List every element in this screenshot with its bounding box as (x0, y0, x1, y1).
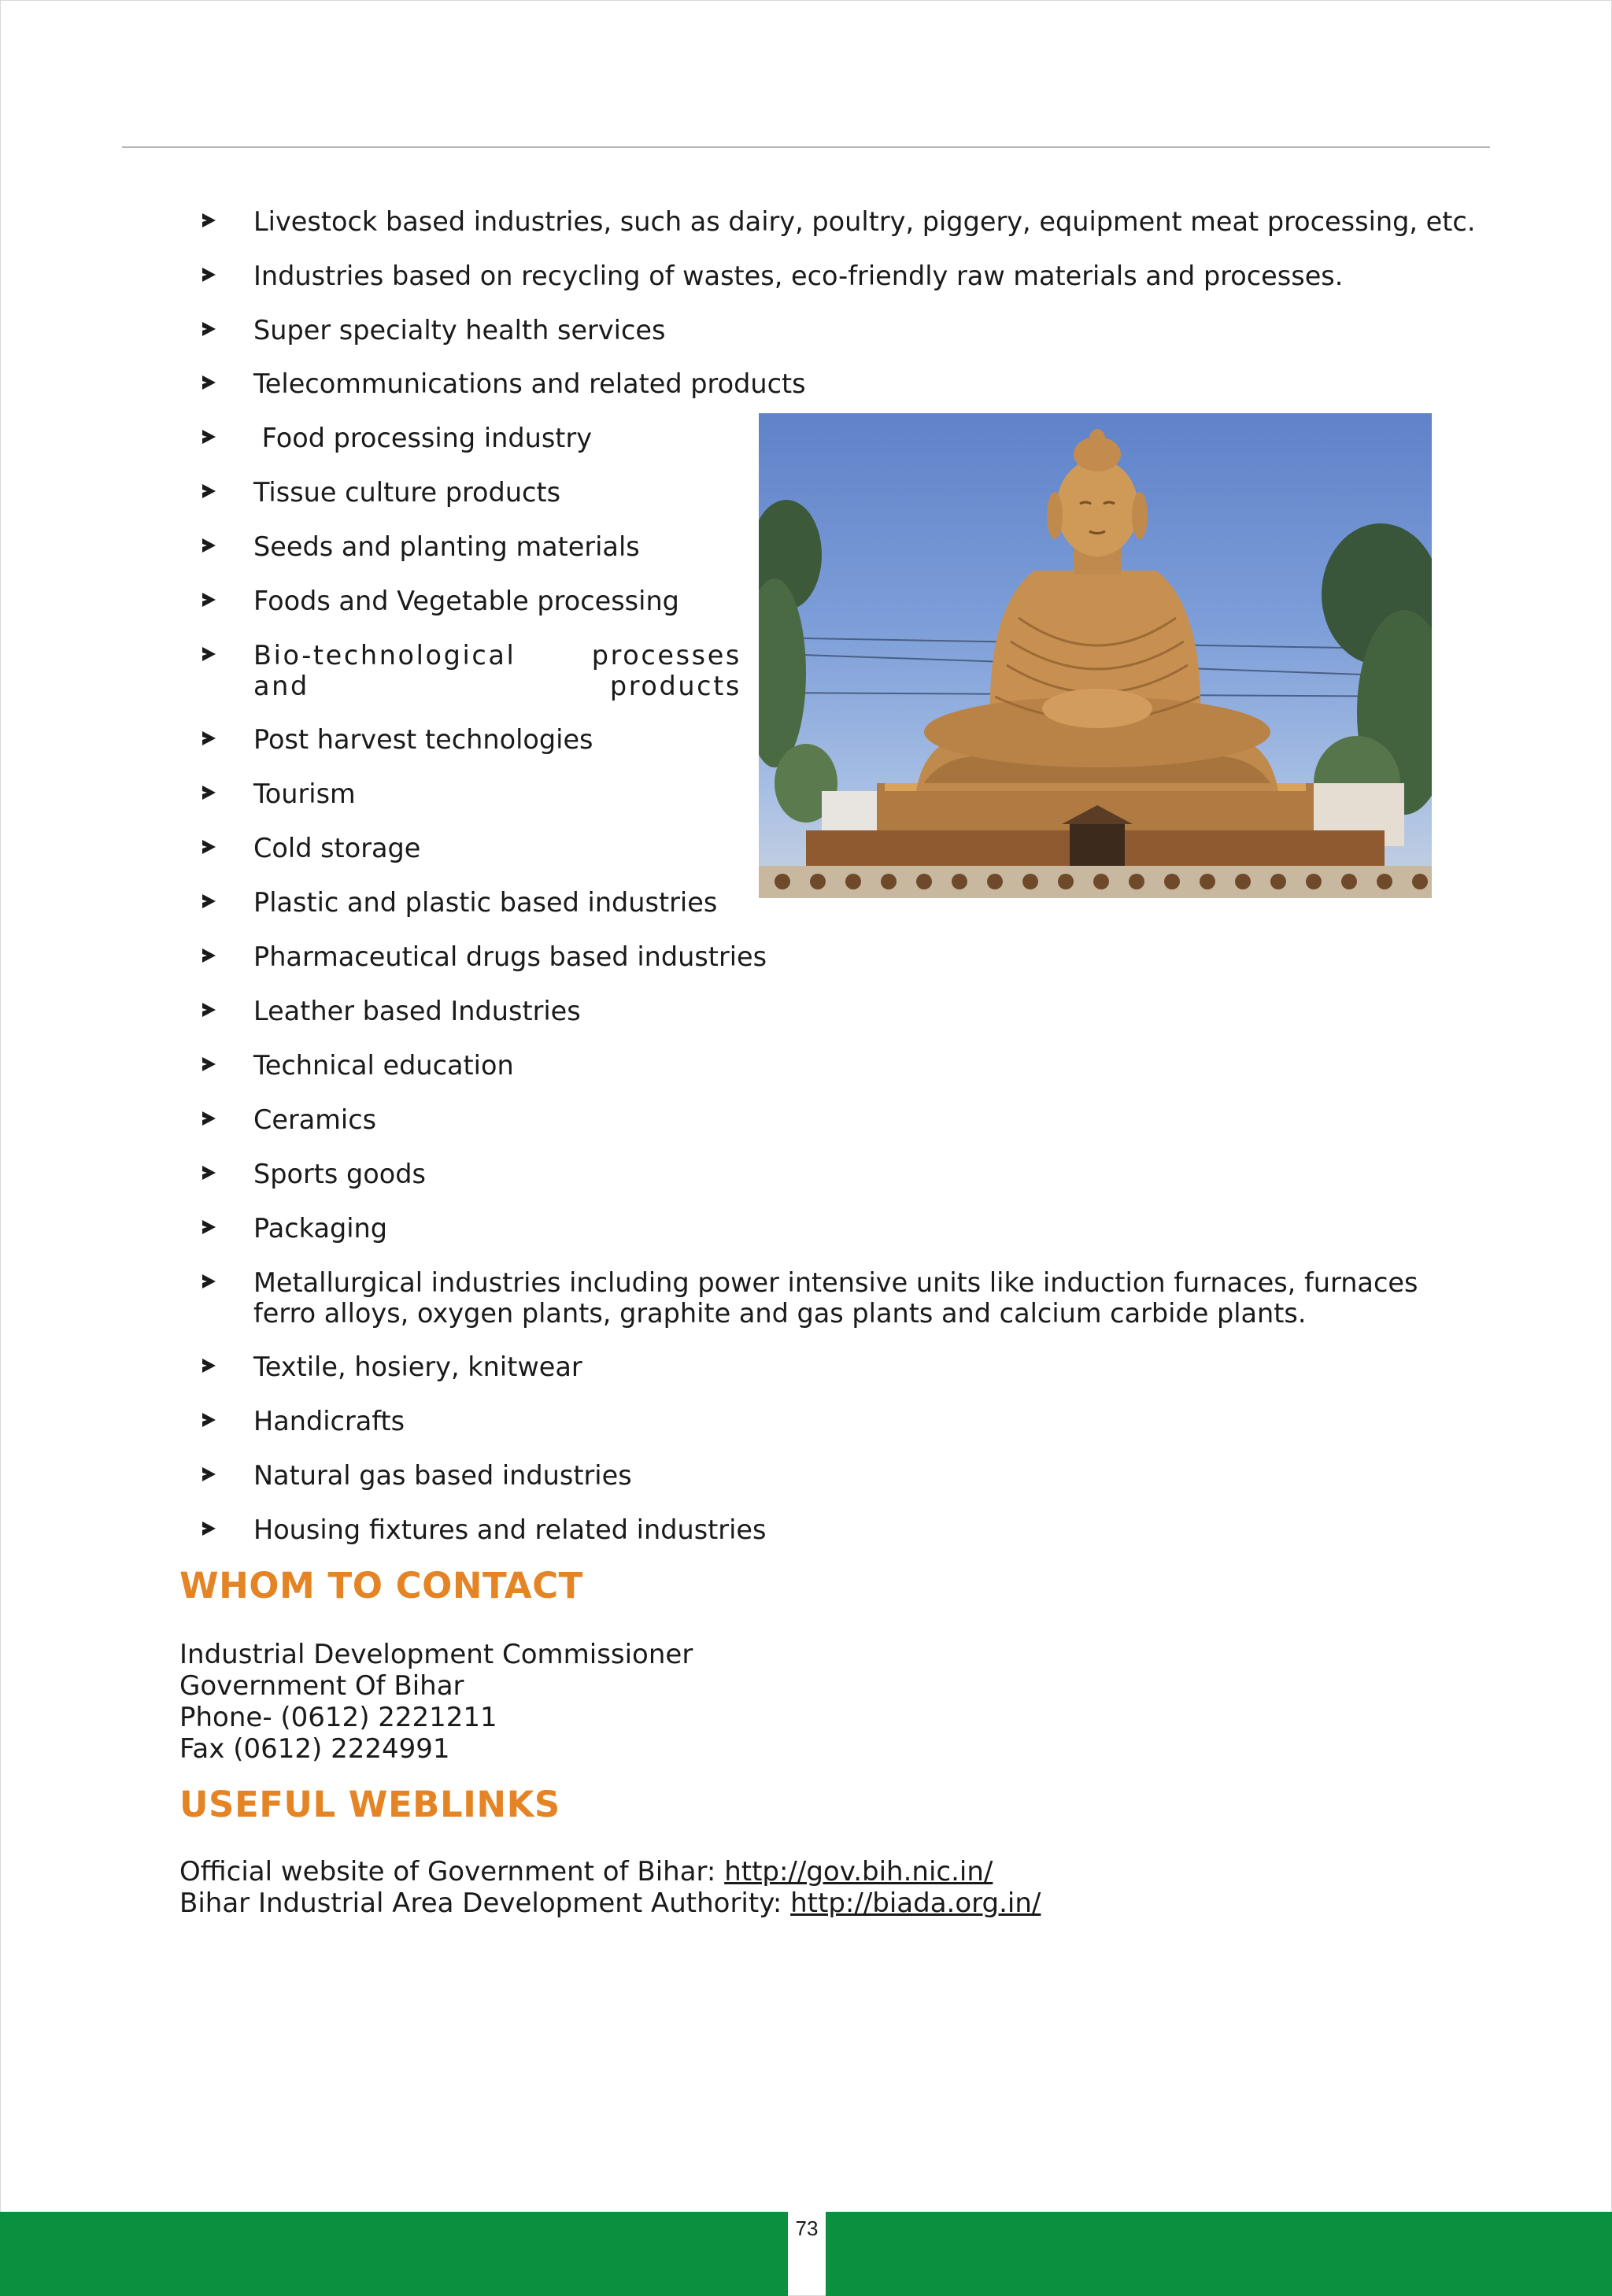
list-item-text: Pharmaceutical drugs based industries (253, 941, 767, 972)
arrow-bullet-icon (202, 1521, 216, 1536)
list-item-text: Housing fixtures and related industries (253, 1514, 767, 1545)
list-item-text: Textile, hosiery, knitwear (253, 1351, 582, 1382)
arrow-bullet-icon (202, 647, 216, 661)
list-item-text: Tourism (253, 778, 356, 809)
arrow-bullet-icon (202, 375, 216, 390)
list-item-text: Livestock based industries, such as dairy, poultry, piggery, equipment meat processing, etc. (253, 206, 1476, 237)
list-item-text: Telecommunications and related products (253, 368, 806, 399)
arrow-bullet-icon (202, 268, 216, 282)
list-item-text: Seeds and planting materials (253, 531, 640, 562)
weblink-label: Bihar Industrial Area Development Authority: (179, 1887, 791, 1919)
arrow-bullet-icon (202, 786, 216, 800)
weblink-item (179, 1887, 1041, 1919)
contact-line: Fax (0612) 2224991 (179, 1733, 450, 1765)
list-item-text: Bio-technological processes and products (253, 640, 741, 701)
arrow-bullet-icon (202, 430, 216, 444)
list-item-text: Super specialty health services (253, 315, 666, 346)
weblinks-list (179, 1856, 1041, 1919)
arrow-bullet-icon (202, 840, 216, 854)
page-number: 73 (795, 2217, 819, 2240)
arrow-bullet-icon (202, 731, 216, 745)
weblink-label: Official website of Government of Bihar: (179, 1856, 725, 1887)
contact-details (179, 1639, 693, 1765)
list-item-text: Plastic and plastic based industries (253, 887, 718, 918)
list-item-text: Metallurgical industries including power intensive units like induction furnaces, furnaces ferro alloys, oxygen plants, graphite and gas plants and calcium carbide plants. (253, 1267, 1418, 1329)
list-item-text: Post harvest technologies (253, 724, 593, 755)
list-item-text: Natural gas based industries (253, 1460, 632, 1491)
list-item-text: Foods and Vegetable processing (253, 586, 679, 616)
biada-link[interactable]: http://biada.org.in/ (790, 1887, 1041, 1919)
arrow-bullet-icon (202, 213, 216, 227)
footer-bar (0, 2212, 788, 2296)
list-item-text: Tissue culture products (253, 477, 561, 508)
arrow-bullet-icon (202, 1003, 216, 1017)
list-item-text: Sports goods (253, 1159, 427, 1189)
list-item-text: Leather based Industries (253, 996, 581, 1026)
header-rule (122, 146, 1490, 148)
arrow-bullet-icon (202, 1467, 216, 1481)
arrow-bullet-icon (202, 948, 216, 963)
arrow-bullet-icon (202, 1220, 216, 1234)
list-item-text: Ceramics (253, 1104, 377, 1135)
arrow-bullet-icon (202, 1166, 216, 1180)
arrow-bullet-icon (202, 593, 216, 607)
arrow-bullet-icon (202, 484, 216, 498)
contact-line: Industrial Development Commissioner (179, 1639, 693, 1670)
arrow-bullet-icon (202, 322, 216, 336)
arrow-bullet-icon (202, 1057, 216, 1071)
arrow-bullet-icon (202, 894, 216, 908)
arrow-bullet-icon (202, 1274, 216, 1288)
arrow-bullet-icon (202, 1111, 216, 1126)
list-item-text: Technical education (253, 1050, 514, 1081)
arrow-bullet-icon (202, 1413, 216, 1427)
arrow-bullet-icon (202, 1359, 216, 1373)
weblinks-heading: USEFUL WEBLINKS (179, 1784, 560, 1825)
contact-line: Phone- (0612) 2221211 (179, 1702, 497, 1733)
list-item-text: Packaging (253, 1213, 388, 1244)
gov-bihar-link[interactable]: http://gov.bih.nic.in/ (724, 1856, 993, 1887)
list-item-text: Handicrafts (253, 1406, 405, 1436)
list-item-text: Cold storage (253, 833, 421, 863)
arrow-bullet-icon (202, 538, 216, 553)
contact-heading: WHOM TO CONTACT (179, 1565, 583, 1606)
list-item-text: Food processing industry (253, 423, 593, 453)
weblink-item (179, 1856, 1041, 1887)
footer-bar (826, 2212, 1612, 2296)
list-item-text: Industries based on recycling of wastes, eco-friendly raw materials and processes. (253, 261, 1344, 291)
buddha-statue-photo (759, 413, 1432, 898)
contact-line: Government Of Bihar (179, 1670, 464, 1702)
